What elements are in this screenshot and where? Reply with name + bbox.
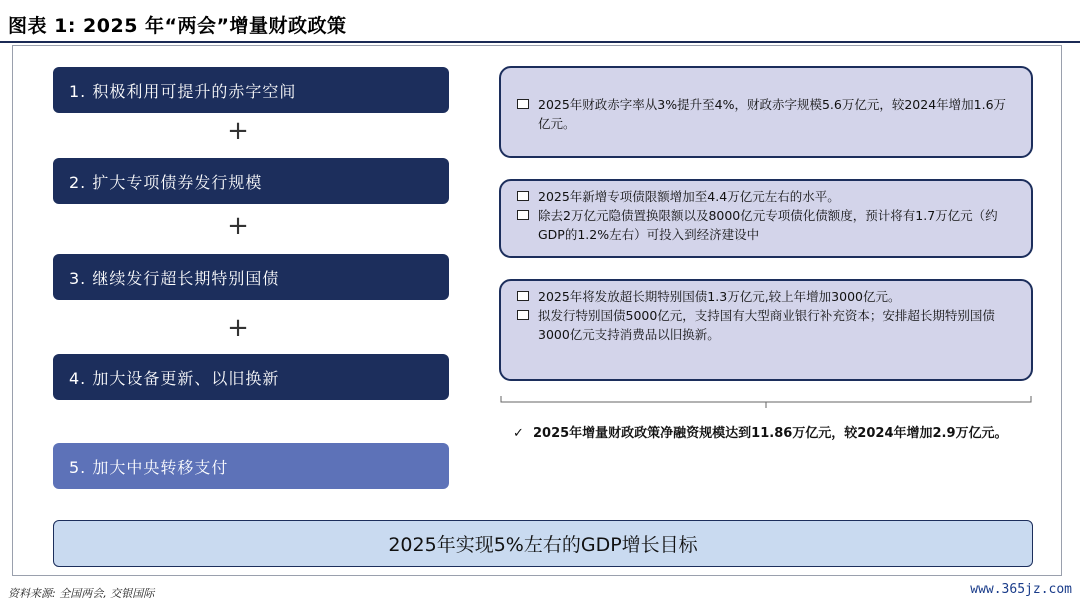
- plus-sign-3: +: [227, 313, 249, 343]
- detail-box-3: [499, 279, 1033, 381]
- detail-bullet: 除去2万亿元隐债置换限额以及8000亿元专项债化债额度，预计将有1.7万亿元（约GDP的1.2%左右）可投入到经济建设中: [517, 206, 1015, 244]
- checkbox-icon: [517, 191, 529, 201]
- checkbox-icon: [517, 210, 529, 220]
- checkbox-icon: [517, 310, 529, 320]
- detail-bullet: 2025年新增专项债限额增加至4.4万亿元左右的水平。: [517, 187, 1015, 206]
- policy-box-4: 4. 加大设备更新、以旧换新: [53, 354, 449, 400]
- watermark: www.365jz.com: [970, 582, 1072, 597]
- plus-sign-2: +: [227, 211, 249, 241]
- detail-box-1: [499, 66, 1033, 158]
- policy-box-1: 1. 积极利用可提升的赤字空间: [53, 67, 449, 113]
- source-note: 资料来源: 全国两会, 交银国际: [8, 587, 155, 600]
- checkbox-icon: [517, 291, 529, 301]
- checkbox-icon: [517, 99, 529, 109]
- title-rule: [0, 41, 1080, 43]
- summary-text: 2025年增量财政政策净融资规模达到11.86万亿元，较2024年增加2.9万亿元。: [533, 426, 1008, 441]
- policy-box-3: 3. 继续发行超长期特别国债: [53, 254, 449, 300]
- detail-bullet: 2025年将发放超长期特别国债1.3万亿元,较上年增加3000亿元。: [517, 287, 1015, 306]
- check-icon: ✓: [513, 426, 524, 441]
- detail-bullet: 2025年财政赤字率从3%提升至4%，财政赤字规模5.6万亿元，较2024年增加1.6万亿元。: [517, 95, 1015, 133]
- detail-bullet: 拟发行特别国债5000亿元，支持国有大型商业银行补充资本；安排超长期特别国债3000亿元支持消费品以旧换新。: [517, 306, 1015, 344]
- figure-title: 图表 1: 2025 年“两会”增量财政政策: [8, 15, 347, 37]
- brace-icon: [499, 394, 1033, 410]
- gdp-goal-box: 2025年实现5%左右的GDP增长目标: [53, 520, 1033, 567]
- policy-box-2: 2. 扩大专项债券发行规模: [53, 158, 449, 204]
- plus-sign-1: +: [227, 116, 249, 146]
- detail-box-2: [499, 179, 1033, 258]
- summary-note: [513, 424, 1033, 444]
- policy-box-5: 5. 加大中央转移支付: [53, 443, 449, 489]
